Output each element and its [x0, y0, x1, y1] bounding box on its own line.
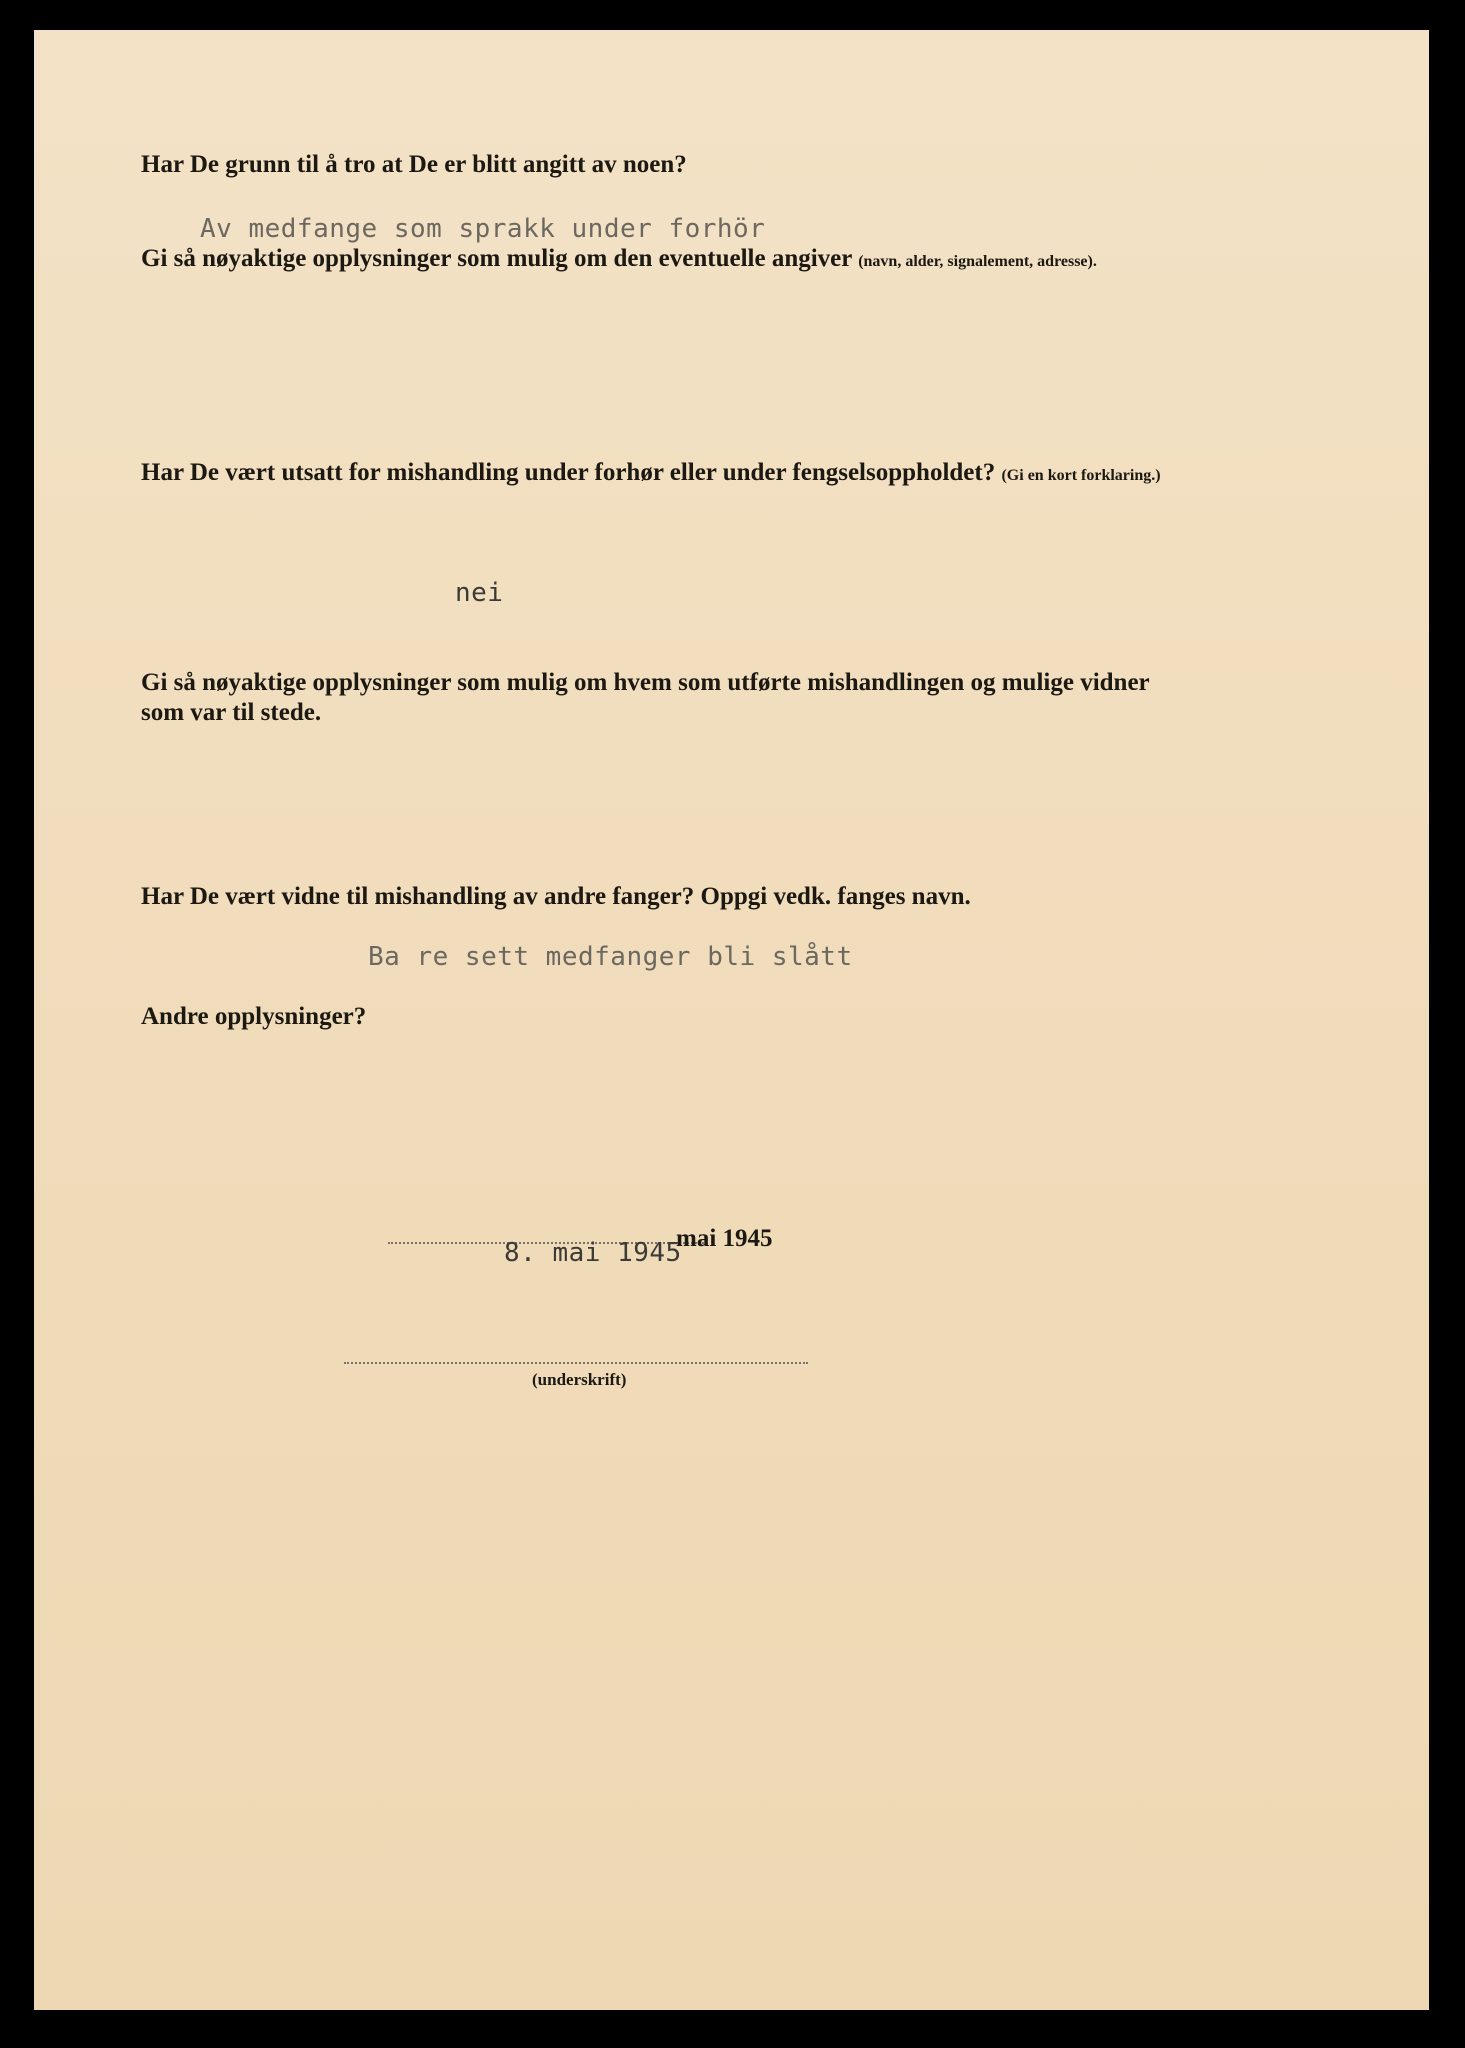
answer-witness: Ba re sett medfanger bli slått — [368, 942, 853, 972]
signature-label: (underskrift) — [532, 1370, 627, 1389]
question-mistreatment — [141, 456, 1161, 493]
question-denounced: Har De grunn til å tro at De er blitt angitt av noen? — [141, 151, 687, 178]
question-other-info: Andre opplysninger? — [141, 1003, 367, 1030]
question-informant-details — [141, 242, 1097, 279]
printed-date: mai 1945 — [676, 1225, 773, 1252]
question-witness: Har De vært vidne til mishandling av andre fanger? Oppgi vedk. fanges navn. — [141, 883, 971, 910]
question-informant-text: Gi så nøyaktige opplysninger som mulig om den eventuelle angiver — [141, 245, 852, 272]
question-mistreatment-note: (Gi en kort forklaring.) — [1001, 467, 1161, 484]
typed-date: 8. mai 1945 — [504, 1238, 682, 1268]
question-perpetrators-line1: Gi så nøyaktige opplysninger som mulig om hvem som utførte mishandlingen og mulige vidner — [141, 669, 1150, 696]
question-mistreatment-text: Har De vært utsatt for mishandling under forhør eller under fengselsoppholdet? — [141, 459, 996, 486]
document-page — [34, 30, 1429, 2010]
signature-line — [344, 1362, 808, 1364]
answer-denounced: Av medfange som sprakk under forhör — [200, 214, 766, 244]
question-perpetrators-line2: som var til stede. — [141, 699, 322, 726]
question-informant-note: (navn, alder, signalement, adresse). — [858, 253, 1097, 270]
answer-mistreatment: nei — [455, 578, 504, 608]
